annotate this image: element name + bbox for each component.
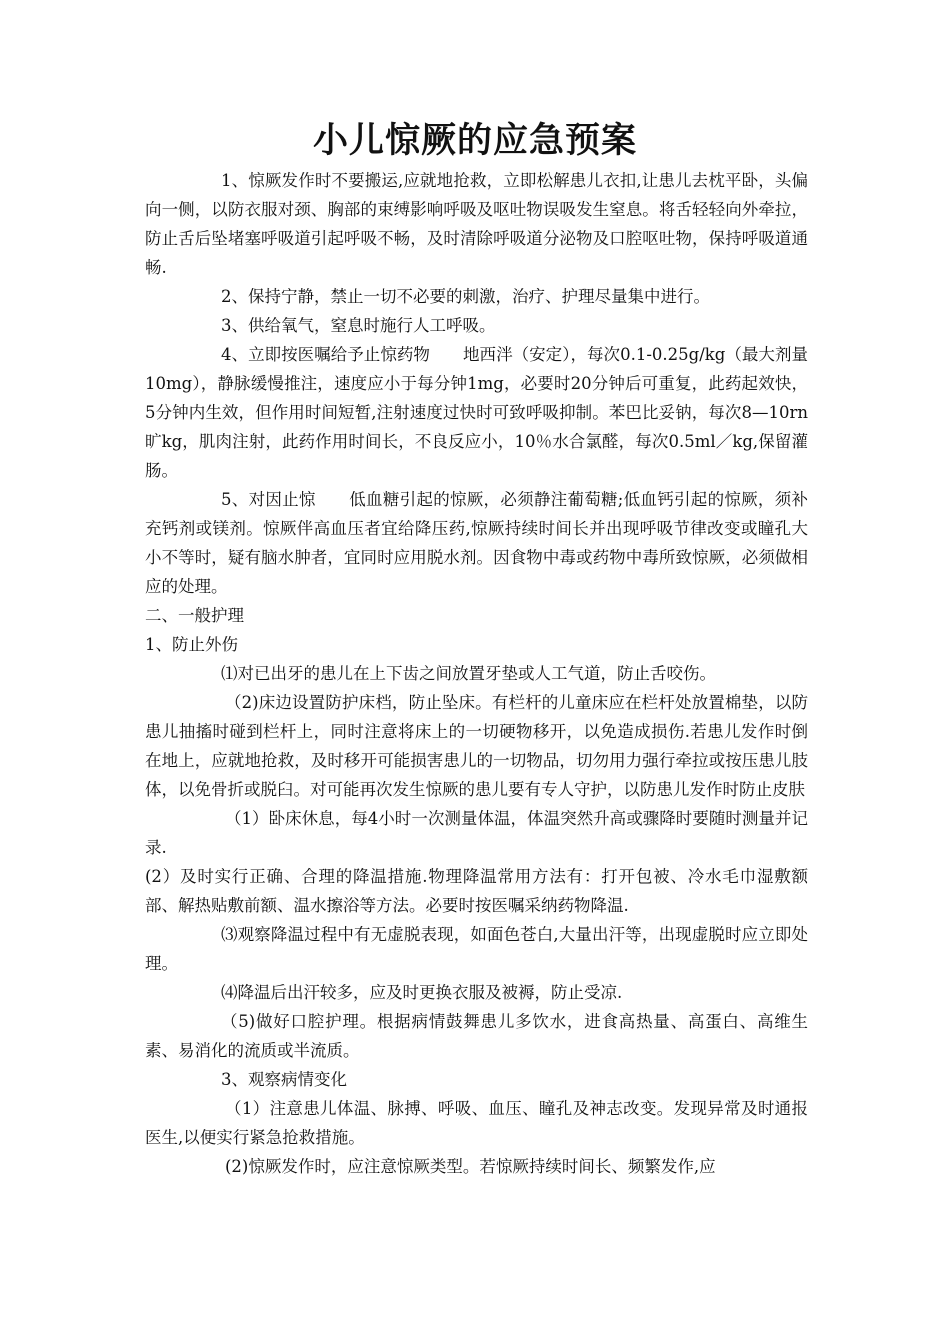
document-body (145, 166, 808, 1181)
document-title: 小儿惊厥的应急预案 (312, 121, 637, 161)
subheading-prevent-injury: 1、防止外伤 (145, 635, 238, 654)
section-heading-general-care: 二、一般护理 (145, 606, 244, 625)
paragraph-10: ⑶观察降温过程中有无虚脱表现，如面色苍白,大量出汗等，出现虚脱时应立即处理。 (145, 925, 808, 973)
paragraph-14: (2)惊厥发作时，应注意惊厥类型。若惊厥持续时间长、频繁发作,应 (225, 1157, 716, 1176)
paragraph-5: 5、对因止惊 低血糖引起的惊厥，必须静注葡萄糖;低血钙引起的惊厥，须补充钙剂或镁剂。惊厥伴高血压者宜给降压药,惊厥持续时间长并出现呼吸节律改变或瞳孔大小不等时，疑有脑水肿者，宜同时应用脱水剂。因食物中毒或药物中毒所致惊厥，必须做相应的处理。 (145, 490, 808, 596)
paragraph-12: （5)做好口腔护理。根据病情鼓舞患儿多饮水，进食高热量、高蛋白、高维生素、易消化的流质或半流质。 (145, 1012, 808, 1060)
paragraph-7: （2)床边设置防护床档，防止坠床。有栏杆的儿童床应在栏杆处放置棉垫，以防患儿抽搐时碰到栏杆上，同时注意将床上的一切硬物移开，以免造成损伤.若患儿发作时倒在地上，应就地抢救，及时移开可能损害患儿的一切物品，切勿用力强行牵拉或按压患儿肢体，以免骨折或脱臼。对可能再次发生惊厥的患儿要有专人守护，以防患儿发作时防止皮肤 (145, 693, 808, 799)
paragraph-8: （1）卧床休息，每4小时一次测量体温，体温突然升高或骤降时要随时测量并记录. (145, 809, 808, 857)
paragraph-4: 4、立即按医嘱给予止惊药物 地西泮（安定），每次0.1-0.25g/kg（最大剂量10mg），静脉缓慢推注，速度应小于每分钟1mg，必要时20分钟后可重复，此药起效快，5分钟内生效，但作用时间短暂,注射速度过快时可致呼吸抑制。苯巴比妥钠，每次8—10rn旷kg，肌肉注射，此药作用时间长，不良反应小，10％水合氯醛，每次0.5ml／kg,保留灌肠。 (145, 345, 808, 480)
paragraph-13: （1）注意患儿体温、脉搏、呼吸、血压、瞳孔及神志改变。发现异常及时通报医生,以便实行紧急抢救措施。 (145, 1099, 808, 1147)
paragraph-9: (2）及时实行正确、合理的降温措施.物理降温常用方法有：打开包被、冷水毛巾湿敷额部、解热贴敷前额、温水擦浴等方法。必要时按医嘱采纳药物降温. (145, 867, 808, 915)
paragraph-2: 2、保持宁静，禁止一切不必要的刺激，治疗、护理尽量集中进行。 (221, 287, 710, 306)
paragraph-11: ⑷降温后出汗较多，应及时更换衣服及被褥，防止受凉. (221, 983, 623, 1002)
paragraph-3: 3、供给氧气，窒息时施行人工呼吸。 (221, 316, 496, 335)
subheading-observe-changes: 3、观察病情变化 (221, 1070, 347, 1089)
paragraph-1: 1、惊厥发作时不要搬运,应就地抢救，立即松解患儿衣扣,让患儿去枕平卧，头偏向一侧，以防衣服对颈、胸部的束缚影响呼吸及呕吐物误吸发生窒息。将舌轻轻向外牵拉，防止舌后坠堵塞呼吸道引起呼吸不畅，及时清除呼吸道分泌物及口腔呕吐物，保持呼吸道通畅. (145, 171, 808, 277)
paragraph-6: ⑴对已出牙的患儿在上下齿之间放置牙垫或人工气道，防止舌咬伤。 (221, 664, 716, 683)
